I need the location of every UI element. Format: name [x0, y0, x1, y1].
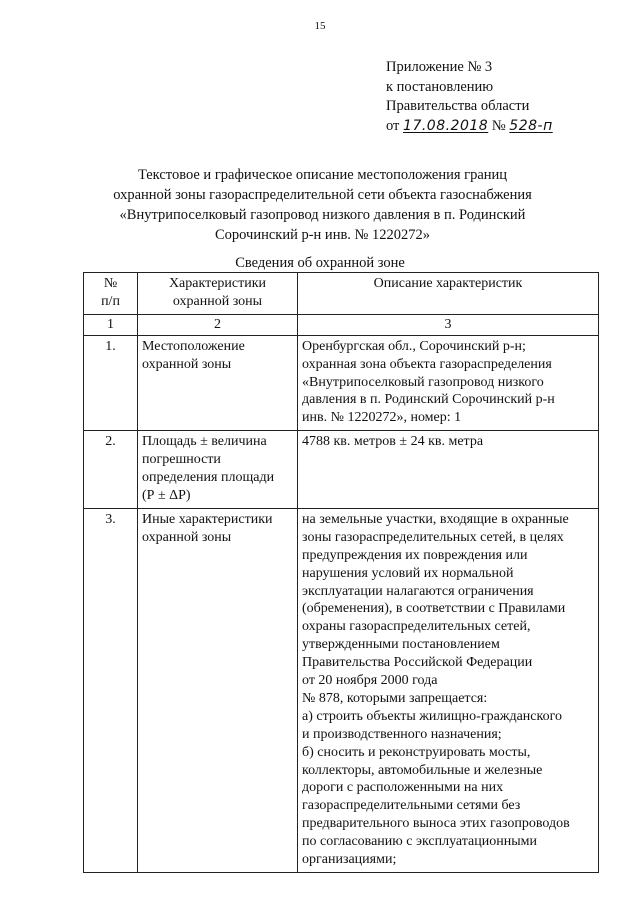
- header-col2-line-1: Характеристики: [168, 276, 267, 291]
- table-row: [84, 431, 599, 509]
- date-prefix: от: [386, 117, 404, 134]
- table-row: [84, 508, 599, 872]
- title-line-1: Текстовое и графическое описание местоположения границ: [137, 167, 508, 183]
- characteristic-line: определения площади: [142, 470, 275, 486]
- row-characteristic: [138, 431, 298, 509]
- description-line: коллекторы, автомобильные и железные: [302, 762, 543, 778]
- table-caption: Сведения об охранной зоне: [235, 255, 405, 271]
- description-line: инв. № 1220272», номер: 1: [302, 410, 462, 426]
- index-cell-3: 3: [298, 314, 599, 335]
- handwritten-date: 17.08.2018: [403, 117, 489, 134]
- description-line: предварительного выноса этих газопроводов: [302, 816, 570, 832]
- characteristic-line: Иные характеристики: [142, 511, 273, 527]
- description-line: давления в п. Родинский Сорочинский р-н: [302, 392, 555, 408]
- row-number: 2.: [84, 431, 138, 509]
- description-line: на земельные участки, входящие в охранные: [302, 511, 569, 527]
- description-line: нарушения условий их нормальной: [302, 565, 514, 581]
- description-line: по согласованию с эксплуатационными: [302, 834, 537, 850]
- document-title: [100, 165, 545, 245]
- description-line: от 20 ноября 2000 года: [302, 673, 438, 689]
- index-cell-1: 1: [84, 314, 138, 335]
- header-col1-line-2: п/п: [101, 293, 120, 309]
- description-line: газораспределительными сетями без: [302, 798, 521, 814]
- table-header-row: [84, 273, 599, 315]
- page-number: 15: [314, 20, 326, 32]
- description-line: «Внутрипоселковый газопровод низкого: [302, 374, 544, 390]
- table-row: [84, 335, 599, 431]
- characteristic-line: Площадь ± величина: [142, 434, 267, 450]
- description-line: организациями;: [302, 852, 397, 868]
- description-line: (обременения), в соответствии с Правилами: [302, 601, 566, 617]
- title-line-3: «Внутрипоселковый газопровод низкого давления в п. Родинский: [119, 207, 526, 223]
- description-line: № 878, которыми запрещается:: [302, 690, 488, 706]
- characteristic-line: Местоположение: [142, 338, 245, 354]
- appendix-line-2: к постановлению: [386, 78, 494, 95]
- description-line: 4788 кв. метров ± 24 кв. метра: [302, 434, 484, 450]
- description-line: б) сносить и реконструировать мосты,: [302, 744, 531, 760]
- characteristic-line: (Р ± ΔР): [142, 487, 191, 503]
- appendix-block: [386, 58, 626, 136]
- index-cell-2: 2: [138, 314, 298, 335]
- row-characteristic: [138, 335, 298, 431]
- zone-table: [83, 272, 599, 873]
- characteristic-line: охранной зоны: [142, 529, 232, 545]
- characteristic-line: охранной зоны: [142, 356, 232, 372]
- description-line: дороги с расположенными на них: [302, 780, 504, 796]
- number-prefix: №: [488, 117, 510, 134]
- title-line-4: Сорочинский р-н инв. № 1220272»: [214, 227, 431, 243]
- description-line: Правительства Российской Федерации: [302, 655, 533, 671]
- row-characteristic: [138, 508, 298, 872]
- handwritten-number: 528-п: [509, 117, 553, 134]
- description-line: предупреждения их повреждения или: [302, 547, 528, 563]
- description-line: утвержденными постановлением: [302, 637, 500, 653]
- table-index-row: [84, 314, 599, 335]
- row-description: [298, 508, 599, 872]
- header-col1-line-1: №: [103, 276, 118, 291]
- description-line: и производственного назначения;: [302, 726, 502, 742]
- appendix-line-3: Правительства области: [386, 98, 530, 114]
- description-line: охраны газораспределительных сетей,: [302, 619, 531, 635]
- header-col-characteristics: [138, 273, 298, 315]
- appendix-line-1: Приложение № 3: [386, 59, 493, 75]
- description-line: зоны газораспределительных сетей, в целях: [302, 529, 564, 545]
- row-number: 3.: [84, 508, 138, 872]
- description-line: Оренбургская обл., Сорочинский р-н;: [302, 338, 526, 354]
- characteristic-line: погрешности: [142, 452, 221, 468]
- row-number: 1.: [84, 335, 138, 431]
- header-col-number: [84, 273, 138, 315]
- appendix-date-line: [386, 117, 626, 137]
- description-line: а) строить объекты жилищно-гражданского: [302, 708, 562, 724]
- header-col2-line-2: охранной зоны: [172, 293, 263, 309]
- row-description: [298, 431, 599, 509]
- row-description: [298, 335, 599, 431]
- description-line: эксплуатации налагаются ограничения: [302, 583, 534, 599]
- title-line-2: охранной зоны газораспределительной сети объекта газоснабжения: [113, 187, 532, 203]
- header-col-description: Описание характеристик: [298, 273, 599, 315]
- description-line: охранная зона объекта газораспределения: [302, 356, 552, 372]
